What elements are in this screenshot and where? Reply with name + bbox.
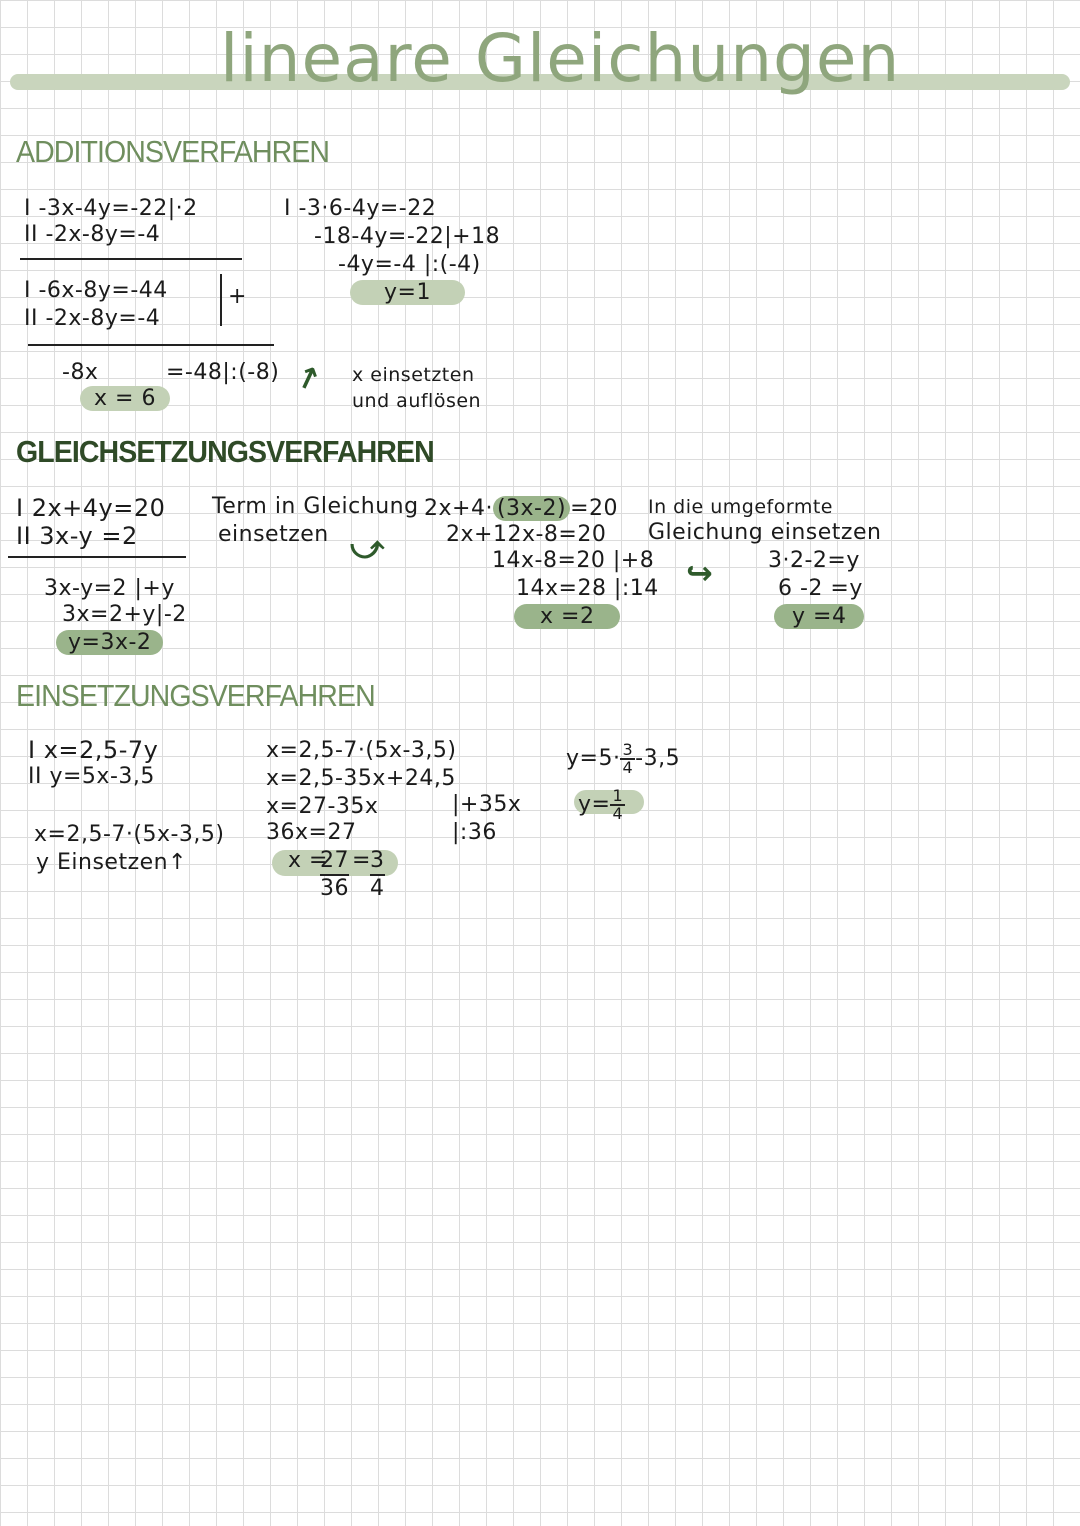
add-eq-2: II -2x-8y=-4	[24, 222, 161, 247]
add-sub-3: -4y=-4 |:(-4)	[338, 252, 481, 277]
add-rule-2	[28, 344, 274, 346]
add-sub-2: -18-4y=-22|+18	[314, 224, 501, 249]
gleich-mid-1: 2x+4· (3x-2) =20	[424, 496, 619, 521]
einsetz-op-1: |+35x	[452, 792, 522, 817]
gleich-eq-1: I 2x+4y=20	[16, 494, 166, 522]
arrow-curved-icon: ⤻	[350, 528, 385, 566]
add-rule-1	[20, 258, 242, 260]
gleich-right-1: 3·2-2=y	[768, 548, 860, 573]
add-note-2: und auflösen	[352, 390, 482, 412]
add-result-x: x = 6	[80, 386, 170, 411]
add-plus-sign: +	[228, 284, 247, 309]
add-sub-1: I -3·6-4y=-22	[284, 196, 437, 221]
einsetz-result-x-frac: 27 36	[320, 848, 349, 901]
heading-additionsverfahren: ADDITIONSVERFAHREN	[16, 134, 330, 169]
gleich-mid-2: 2x+12x-8=20	[446, 522, 607, 547]
einsetz-eq-3: x=2,5-7·(5x-3,5)	[34, 822, 225, 847]
einsetz-op-2: |:36	[452, 820, 497, 845]
einsetz-mid-2: x=2,5-35x+24,5	[266, 766, 456, 791]
gleich-note-1: In die umgeformte	[648, 496, 833, 518]
gleich-step-2: 3x=2+y|-2	[62, 602, 187, 627]
add-eq-5a: -8x	[62, 360, 99, 385]
gleich-result-y: y =4	[774, 604, 864, 629]
gleich-step-3: y=3x-2	[56, 630, 163, 655]
heading-einsetzungsverfahren: EINSETZUNGSVERFAHREN	[16, 678, 375, 713]
arrow-up-right-icon: ↗	[290, 358, 327, 401]
add-eq-4: II -2x-8y=-4	[24, 306, 161, 331]
einsetz-result-x-label: x =	[288, 848, 328, 873]
page-title: lineare Gleichungen	[220, 20, 901, 97]
add-eq-1: I -3x-4y=-22|·2	[24, 196, 198, 221]
gleich-step-1: 3x-y=2 |+y	[44, 576, 175, 601]
gleich-note-2: Gleichung einsetzen	[648, 520, 882, 545]
gleich-rule	[8, 556, 186, 558]
arrow-curved-right-icon: ↪	[686, 554, 713, 592]
add-result-y: y=1	[350, 280, 465, 305]
add-eq-5b: =-48|:(-8)	[166, 360, 280, 385]
einsetz-eq-1: I x=2,5-7y	[28, 736, 159, 764]
einsetz-result-y: y= $\frac{1}{4}$	[578, 786, 624, 823]
gleich-eq-2: II 3x-y =2	[16, 522, 138, 550]
gleich-right-2: 6 -2 =y	[778, 576, 863, 601]
einsetz-mid-4: 36x=27	[266, 820, 357, 845]
gleich-mid-4: 14x=28 |:14	[516, 576, 659, 601]
einsetz-result-x-frac2: 3 4	[370, 848, 385, 901]
add-eq-3: I -6x-8y=-44	[24, 278, 168, 303]
einsetz-mid-1: x=2,5-7·(5x-3,5)	[266, 738, 457, 763]
gleich-result-x: x =2	[514, 604, 620, 629]
gleich-mid-3: 14x-8=20 |+8	[492, 548, 655, 573]
gleich-term-label: Term in Gleichung	[212, 494, 419, 519]
einsetz-eq-2: II y=5x-3,5	[28, 764, 155, 789]
einsetz-note: y Einsetzen↑	[36, 850, 188, 875]
add-note-1: x einsetzten	[352, 364, 475, 386]
einsetz-y-calc: y=5· $\frac{3}{4}$ -3,5	[566, 740, 681, 777]
gleich-einsetzen-label: einsetzen	[218, 522, 329, 547]
heading-gleichsetzungsverfahren: GLEICHSETZUNGSVERFAHREN	[16, 434, 434, 469]
add-bracket	[220, 274, 222, 326]
einsetz-mid-3: x=27-35x	[266, 794, 379, 819]
einsetz-result-x-eq: =	[352, 848, 371, 873]
